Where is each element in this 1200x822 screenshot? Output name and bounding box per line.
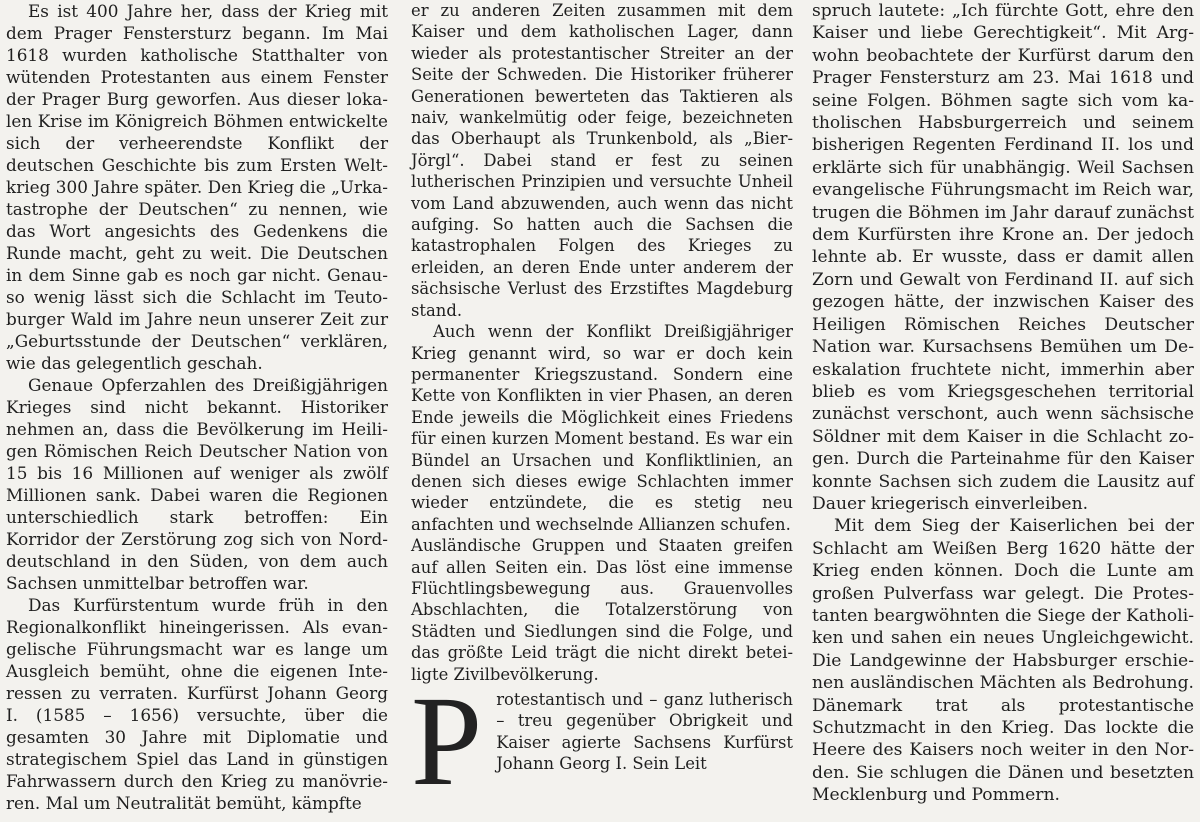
drop-cap-letter: P [411,670,483,812]
paragraph: spruch lautete: „Ich fürchte Gott, ehre den Kaiser und liebe Gerechtigkeit“. Mit Argwohn beobachtete der Kurfürst darum den Prager Fenstersturz am 23. Mai 1618 und seine Folgen. Böhmen sagte sich vom katholischen Habsburgerreich und seinem bisherigen Regenten Ferdinand II. los und erklärte sich für unabhängig. Weil Sachsen evangelische Führungsmacht im Reich war, trugen die Böhmen im Jahr darauf zunächst dem Kurfürsten ihre Krone an. Der jedoch lehnte ab. Er wusste, dass er damit allen Zorn und Gewalt von Ferdinand II. auf sich gezogen hätte, der inzwischen Kaiser des Heiligen Römischen Reiches Deutscher Nation war. Kursachsens Bemühen um Deeskalation fruchtete nicht, immerhin aber blieb es vom Kriegsgeschehen territorial zunächst verschont, auch wenn sächsische Söldner mit dem Kaiser in die Schlacht zogen. Durch die Parteinahme für den Kaiser konnte Sachsen sich zudem die Lausitz auf Dauer kriegerisch einverleiben. [812,1,1194,514]
paragraph: Ausländische Gruppen und Staaten greifen auf allen Seiten ein. Das löst eine immense Flüchtlingsbewegung aus. Grauenvolles Abschlachten, die Totalzerstörung von Städten und Siedlungen sind die Folge, und das größte Leid trägt die nicht direkt beteiligte Zivilbevölkerung. [411,536,793,684]
dropcap-paragraph [411,670,793,812]
paragraph: Auch wenn der Konflikt Dreißigjähriger Krieg genannt wird, so war er doch kein permanenter Kriegszustand. Sondern eine Kette von Konflikten in vier Phasen, an deren Ende jeweils die Möglichkeit eines Friedens für einen kurzen Moment bestand. Es war ein Bündel an Ursachen und Konfliktlinien, an denen sich dieses ewige Schlachten immer wieder entzündete, die es stetig neu anfachten und wechselnde Allianzen schufen. [411,322,793,534]
article-column-2 [411,0,793,812]
paragraph: Mit dem Sieg der Kaiserlichen bei der Schlacht am Weißen Berg 1620 hätte der Krieg enden können. Doch die Lunte am großen Pulverfass war gelegt. Die Protestanten beargwöhnten die Siege der Katholiken und sahen ein neues Ungleichgewicht. Die Landgewinne der Habsburger erschienen ausländischen Mächten als Bedrohung. Dänemark trat als protestantische Schutzmacht in den Krieg. Das lockte die Heere des Kaisers noch weiter in den Norden. Sie schlugen die Dänen und besetzten Mecklenburg und Pommern. [812,516,1194,806]
paragraph: Das Kurfürstentum wurde früh in den Regionalkonflikt hineingerissen. Als evangelische Führungsmacht war es lange um Ausgleich bemüht, ohne die eigenen Interessen zu verraten. Kurfürst Johann Georg I. (1585 – 1656) versuchte, über die gesamten 30 Jahre mit Diplomatie und strategischem Spiel das Land in günstigen Fahrwassern durch den Krieg zu manövrieren. Mal um Neutralität bemüht, kämpfte [6,595,388,813]
paragraph: Genaue Opferzahlen des Dreißigjährigen Krieges sind nicht bekannt. Historiker nehmen an, dass die Bevölkerung im Heiligen Römischen Reich Deutscher Nation von 15 bis 16 Millionen auf weniger als zwölf Millionen sank. Dabei waren die Regionen unterschiedlich stark betroffen: Ein Korridor der Zerstörung zog sich von Norddeutschland in den Süden, von dem auch Sachsen unmittelbar betroffen war. [6,375,388,593]
article-column-3 [812,0,1194,807]
article-column-1 [6,0,388,814]
paragraph: Es ist 400 Jahre her, dass der Krieg mit dem Prager Fenstersturz begann. Im Mai 1618 wurden katholische Statthalter von wütenden Protestanten aus einem Fenster der Prager Burg geworfen. Aus dieser lokalen Krise im Königreich Böhmen entwickelte sich der verheerendste Konflikt der deutschen Geschichte bis zum Ersten Weltkrieg 300 Jahre später. Den Krieg die „Urkatastrophe der Deutschen“ zu nennen, wie das Wort angesichts des Gedenkens die Runde macht, geht zu weit. Die Deutschen in dem Sinne gab es noch gar nicht. Genauso wenig lässt sich die Schlacht im Teutoburger Wald im Jahre neun unserer Zeit zur „Geburtsstunde der Deutschen“ verklären, wie das gelegentlich geschah. [6,1,388,373]
paragraph: er zu anderen Zeiten zusammen mit dem Kaiser und dem katholischen Lager, dann wieder als protestantischer Streiter an der Seite der Schweden. Die Historiker früherer Generationen bewerteten das Taktieren als naiv, wankelmütig oder feige, bezeichneten das Oberhaupt als Trunkenbold, als „Bier-Jörgl“. Dabei stand er fest zu seinen lutherischen Prinzipien und versuchte Unheil vom Land abzuwenden, auch wenn das nicht aufging. So hatten auch die Sachsen die katastrophalen Folgen des Krieges zu erleiden, an deren Ende unter anderem der sächsische Verlust des Erzstiftes Magdeburg stand. [411,1,793,320]
paragraph-text: rotestantisch und – ganz lutherisch – treu gegenüber Obrigkeit und Kaiser agierte Sachsens Kurfürst Johann Georg I. Sein Leit [496,690,793,774]
